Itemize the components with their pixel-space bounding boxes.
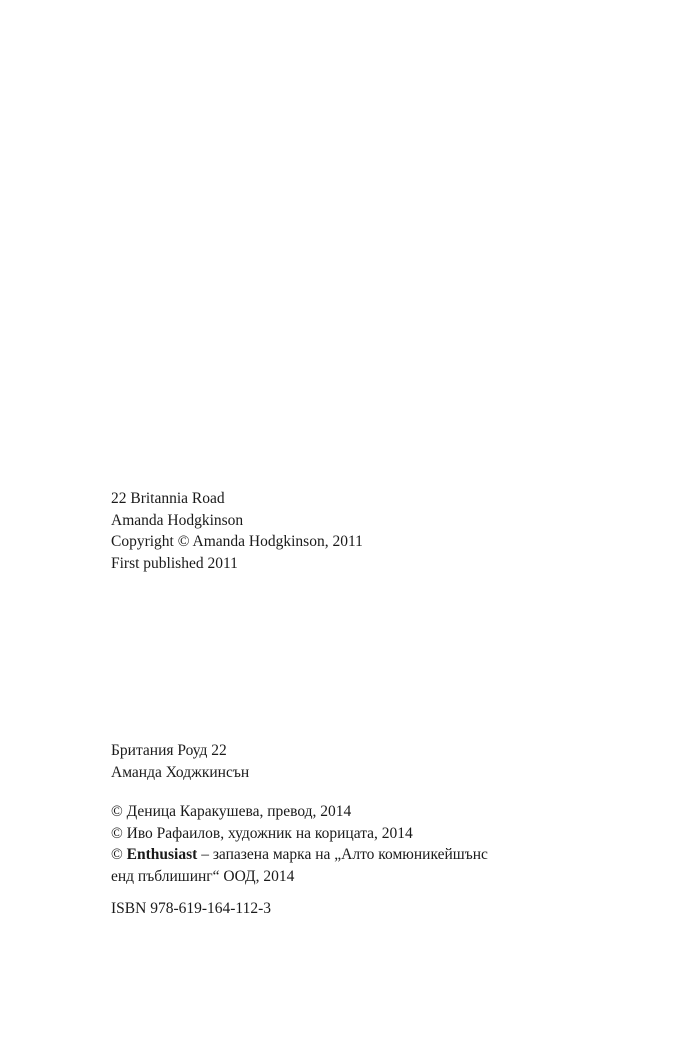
trademark-credit — [111, 844, 591, 866]
original-edition-info — [111, 488, 591, 574]
credits — [111, 801, 591, 887]
original-title: 22 Britannia Road — [111, 490, 225, 507]
original-author: Amanda Hodgkinson — [111, 511, 244, 529]
trademark-text: – запазена марка на „Алто комюникейшънс — [201, 846, 488, 863]
bulgarian-title: Британия Роуд 22 — [111, 742, 227, 759]
trademark-credit-continued: енд пъблишинг“ ООД, 2014 — [111, 867, 295, 885]
trademark-brand: Enthusiast — [126, 846, 198, 863]
bulgarian-author: Аманда Ходжкинсън — [111, 763, 250, 781]
cover-credit: © Иво Рафаилов, художник на корицата, 2014 — [111, 824, 413, 842]
isbn-block — [111, 898, 591, 920]
original-copyright: Copyright © Amanda Hodgkinson, 2011 — [111, 533, 363, 550]
bulgarian-edition-info — [111, 740, 591, 783]
trademark-symbol: © — [111, 846, 123, 863]
translation-credit: © Деница Каракушева, превод, 2014 — [111, 803, 352, 820]
isbn: ISBN 978-619-164-112-3 — [111, 900, 272, 917]
first-published: First published 2011 — [111, 554, 238, 572]
